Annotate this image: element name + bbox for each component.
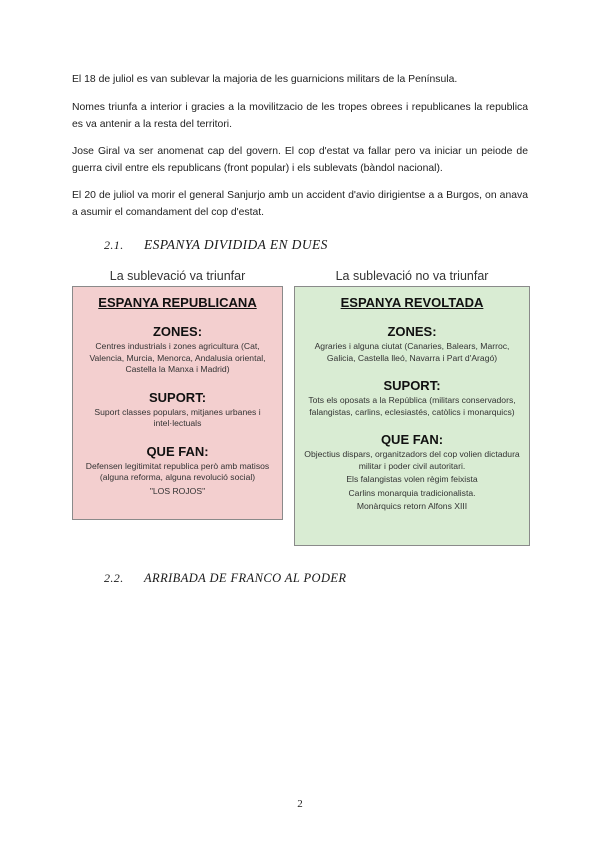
suport-label: SUPORT: — [148, 389, 207, 405]
quefan-line: Carlins monarquia tradicionalista. — [348, 487, 476, 498]
quefan-line: Els falangistas volen règim feixista — [346, 474, 478, 484]
paragraph-1: El 18 de juliol es van sublevar la majoria de les guarnicions militars de la Península. — [72, 74, 458, 85]
section-number: 2.1. — [104, 238, 124, 252]
zones-label: ZONES: — [387, 324, 437, 339]
quefan-quote: "LOS ROJOS" — [149, 485, 206, 496]
left-column-caption: La sublevació va triunfar — [109, 269, 246, 283]
paragraph-2: Nomes triunfa a interior i gracies a la movilitzacio de les tropes obrees i republicanes la republica es va antenir a la resta del territori. — [72, 102, 528, 130]
section-title: ESPANYA DIVIDIDA EN DUES — [144, 237, 328, 252]
box-title: ESPANYA REPUBLICANA — [98, 295, 257, 310]
section-heading-2 — [104, 570, 346, 586]
section-heading-1 — [104, 237, 328, 253]
suport-label: SUPORT: — [383, 378, 441, 393]
box-title: ESPANYA REVOLTADA — [340, 295, 484, 310]
paragraph-3: Jose Giral va ser anomenat cap del govern. El cop d'estat va fallar pero va iniciar un peiode de guerra civil entre els republicans (front popular) i els sublevats (bàndol nacional). — [72, 146, 528, 174]
quefan-line: Monàrquics retorn Alfons XIII — [356, 501, 468, 511]
quefan-line: Objectius dispars, organitzadors del cop volien dictadura militar i poder civil autoritari. — [304, 449, 520, 471]
zones-label: ZONES: — [152, 324, 203, 339]
paragraph-4: El 20 de juliol va morir el general Sanjurjo amb un accident d'avio dirigientse a a Burgos, on anava a asumir el comandament del cop d'estat. — [72, 190, 528, 218]
section-title: ARRIBADA DE FRANCO AL PODER — [144, 571, 347, 585]
section-number: 2.2. — [104, 571, 124, 585]
quefan-label: QUE FAN: — [380, 432, 444, 447]
zones-text: Centres industrials i zones agricultura (Cat, Valencia, Murcia, Menorca, Andalusia oriental, Castella la Manxa i Madrid) — [89, 341, 266, 374]
quefan-label: QUE FAN: — [146, 443, 209, 459]
quefan-text: Defensen legitimitat republica però amb matisos (alguna reforma, alguna revolució social) — [85, 460, 270, 482]
page-number: 2 — [297, 798, 303, 810]
republican-box — [72, 286, 283, 520]
zones-text: Agraries i alguna ciutat (Canaries, Balears, Marroc, Galicia, Castella lleó, Navarra i Part d'Aragó) — [314, 341, 510, 363]
suport-text: Suport classes populars, mitjanes urbanes i intel·lectuals — [94, 406, 261, 428]
revolted-box — [294, 286, 530, 546]
suport-text: Tots els oposats a la República (militars conservadors, falangistas, carlins, eclesiastés, catòlics i monarquics) — [308, 395, 516, 417]
right-column-caption: La sublevació no va triunfar — [335, 269, 489, 283]
